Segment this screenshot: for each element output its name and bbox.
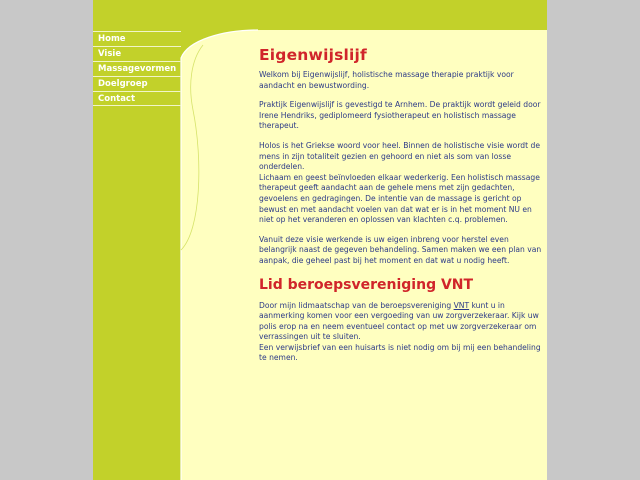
- vnt-text-before: Door mijn lidmaatschap van de beroepsvereniging: [259, 300, 454, 310]
- vnt-text-after: kunt u in aanmerking komen voor een vergoeding van uw zorgverzekeraar. Kijk uw polis erop na en neem eventueel contact op met uw zorgverzekeraar om verrassingen uit te sluiten.: [259, 300, 539, 342]
- nav-item-massagevormen[interactable]: Massagevormen: [93, 61, 181, 76]
- nav-item-visie[interactable]: Visie: [93, 46, 181, 61]
- page-container: [93, 0, 547, 480]
- main-content: [259, 46, 543, 373]
- holistic-paragraph: [259, 141, 543, 226]
- intro-paragraph: Welkom bij Eigenwijslijf, holistische massage therapie praktijk voor aandacht en bewustwording.: [259, 70, 514, 90]
- page-title: Eigenwijslijf: [259, 46, 367, 64]
- vnt-paragraph: [259, 301, 543, 365]
- nav-item-home[interactable]: Home: [93, 31, 181, 46]
- vnt-link[interactable]: VNT: [453, 300, 470, 310]
- nav-item-doelgroep[interactable]: Doelgroep: [93, 76, 181, 91]
- holistic-line-2: Lichaam en geest beïnvloeden elkaar wederkerig. Een holistisch massage therapeut geeft aandacht aan de gehele mens met zijn gedachten, gevoelens en gedragingen. De intentie van de massage is gericht op bewust en met aandacht voelen van dat wat er is in het moment NU en niet op het veranderen en oplossen van klachten c.q. problemen.: [259, 172, 540, 225]
- holistic-line-1: Holos is het Griekse woord voor heel. Binnen de holistische visie wordt de mens in zijn totaliteit gezien en gehoord en niet als som van losse onderdelen.: [259, 140, 541, 172]
- section-title-vnt: Lid beroepsvereniging VNT: [259, 276, 474, 293]
- nav-item-contact[interactable]: Contact: [93, 91, 181, 106]
- practice-paragraph: Praktijk Eigenwijslijf is gevestigd te Arnhem. De praktijk wordt geleid door Irene Hendriks, gediplomeerd fysiotherapeut en holistisch massage therapeut.: [259, 100, 541, 131]
- main-nav: [93, 31, 181, 106]
- vision-paragraph: Vanuit deze visie werkende is uw eigen inbreng voor herstel even belangrijk naast de gegeven behandeling. Samen maken we een plan van aanpak, die geheel past bij het moment en dat wat u nodig heeft.: [259, 234, 542, 265]
- referral-text: Een verwijsbrief van een huisarts is niet nodig om bij mij een behandeling te nemen.: [259, 342, 541, 363]
